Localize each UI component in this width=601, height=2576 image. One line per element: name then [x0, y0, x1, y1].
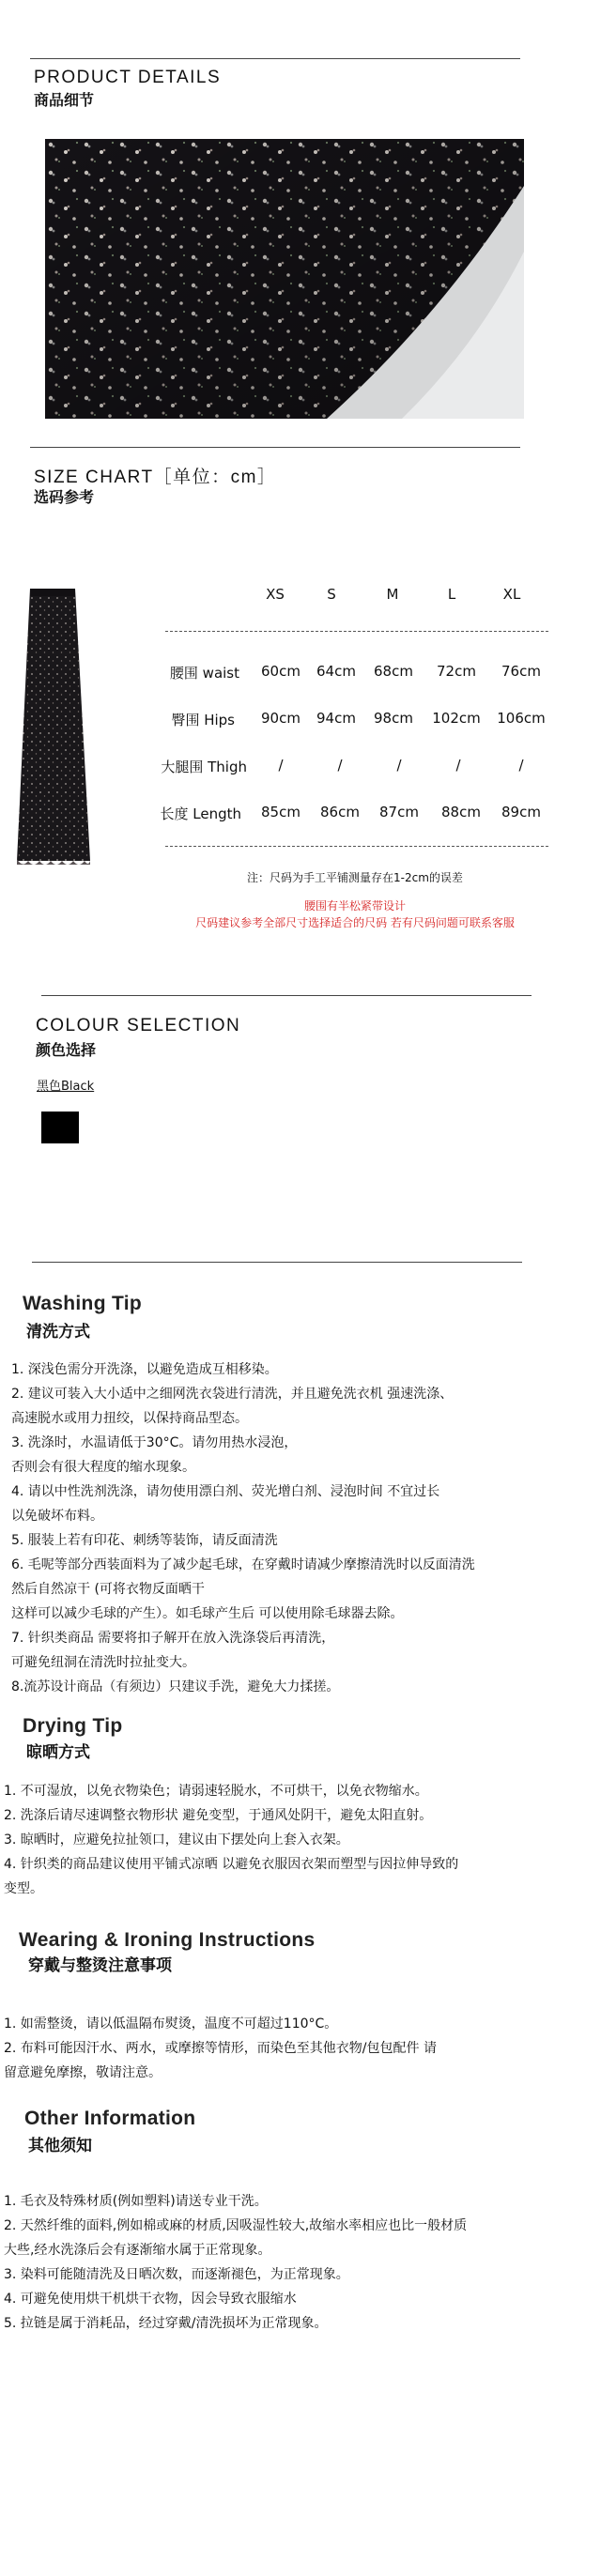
product-details-subtitle: 商品细节	[34, 91, 95, 109]
drying-tip-subtitle: 晾晒方式	[26, 1743, 90, 1762]
table-cell: 64cm	[316, 663, 356, 680]
row-label: 臀围 Hips	[171, 712, 235, 728]
table-cell: 98cm	[374, 710, 413, 727]
table-cell: 90cm	[261, 710, 300, 727]
wearing-ironing-title: Wearing & Ironing Instructions	[19, 1929, 316, 1951]
colour-option-black[interactable]: 黑色Black	[37, 1080, 95, 1094]
size-advice-note: 尺码建议参考全部尺寸选择适合的尺码 若有尺码问题可联系客服	[195, 916, 515, 929]
other-info-text: 1. 毛衣及特殊材质(例如塑料)请送专业干洗。 2. 天然纤维的面料,例如棉或麻的材质,因吸湿性较大,故缩水率相应也比一般材质 大些,经水洗涤后会有逐渐缩水属于正常现象。 3. 染料可能随清洗及日晒次数，而逐渐褪色，为正常现象。 4. 可避免使用烘干机烘干衣物，因会导致衣服缩水 5. 拉链是属于消耗品，经过穿戴/清洗损坏为正常现象。	[4, 2194, 468, 2331]
skirt-image	[13, 587, 94, 874]
table-cell: 85cm	[261, 804, 300, 820]
table-cell: 76cm	[501, 663, 541, 680]
colour-swatch-black[interactable]	[41, 1112, 79, 1143]
table-cell: 68cm	[374, 663, 413, 680]
size-label-s: S	[327, 586, 336, 603]
table-cell: /	[396, 757, 402, 774]
wearing-ironing-text: 1. 如需整烫，请以低温隔布熨烫，温度不可超过110°C。 2. 布料可能因汗水、两水，或摩擦等情形，而染色至其他衣物/包包配件 请 留意避免摩擦，敬请注意。	[4, 2016, 437, 2080]
table-cell: 87cm	[379, 804, 419, 820]
divider	[41, 995, 532, 996]
size-label-xs: XS	[266, 586, 285, 603]
row-label: 长度 Length	[160, 805, 241, 822]
other-info-title: Other Information	[24, 2108, 196, 2129]
table-cell: /	[337, 757, 343, 774]
table-cell: 72cm	[437, 663, 476, 680]
row-label: 大腿围 Thigh	[161, 759, 247, 775]
drying-tip-text: 1. 不可湿放，以免衣物染色；请弱速轻脱水，不可烘干，以免衣物缩水。 2. 洗涤后请尽速调整衣物形状 避免变型，于通风处阴干，避免太阳直射。 3. 晾晒时，应避免拉扯领口，建议由下摆处向上套入衣架。 4. 针织类的商品建议使用平铺式凉晒 以避免衣服因衣架而塑型与因拉伸导致的 变型。	[4, 1784, 459, 1896]
table-cell: /	[278, 757, 284, 774]
table-cell: 106cm	[497, 710, 546, 727]
divider	[32, 1262, 522, 1263]
wearing-ironing-subtitle: 穿戴与整烫注意事项	[28, 1956, 172, 1975]
washing-tip-title: Washing Tip	[23, 1293, 142, 1314]
waist-elastic-note: 腰围有半松紧带设计	[303, 899, 406, 912]
drying-tip-title: Drying Tip	[23, 1715, 123, 1737]
size-note: 注：尺码为手工平铺测量存在1-2cm的误差	[247, 871, 463, 884]
table-cell: 102cm	[432, 710, 481, 727]
size-label-l: L	[447, 586, 456, 603]
other-info-subtitle: 其他须知	[28, 2137, 92, 2155]
colour-selection-subtitle: 颜色选择	[36, 1041, 97, 1059]
size-chart-subtitle: 选码参考	[34, 488, 95, 506]
table-divider	[165, 846, 548, 847]
table-cell: 86cm	[320, 804, 360, 820]
washing-tip-subtitle: 清洗方式	[26, 1323, 90, 1342]
table-divider	[165, 631, 548, 632]
fabric-detail-image	[45, 139, 524, 419]
size-label-m: M	[386, 586, 399, 603]
row-label: 腰围 waist	[169, 665, 239, 682]
colour-selection-title: COLOUR SELECTION	[36, 1016, 241, 1035]
table-cell: /	[455, 757, 461, 774]
table-cell: 88cm	[441, 804, 481, 820]
divider	[30, 447, 520, 448]
size-chart-title: SIZE CHART［单位：cm］	[34, 468, 277, 487]
divider	[30, 58, 520, 59]
table-cell: 60cm	[261, 663, 300, 680]
size-label-xl: XL	[502, 586, 521, 603]
washing-tip-text: 1. 深浅色需分开洗涤，以避免造成互相移染。 2. 建议可装入大小适中之细网洗衣袋进行清洗，并且避免洗衣机 强速洗涤、 高速脱水或用力扭绞，以保持商品型态。 3. 洗涤时，水温请低于30°C。请勿用热水浸泡， 否则会有很大程度的缩水现象。 4. 请以中性洗剂洗涤，请勿使用漂白剂、荧光增白剂、浸泡时间 不宜过长 以免破坏布料。 5. 服装上若有印花、刺绣等装饰，请反面清洗 6. 毛呢等部分西装面料为了减少起毛球，在穿戴时请减少摩擦清洗时以反面清洗 然后自然凉干 (可将衣物反面晒干 这样可以减少毛球的产生）。如毛球产生后 可以使用除毛球器去除。 7. 针织类商品 需要将扣子解开在放入洗涤袋后再清洗， 可避免纽洞在清洗时拉扯变大。 8.流苏设计商品（有须边）只建议手洗，避免大力揉搓。	[11, 1362, 475, 1694]
table-cell: /	[518, 757, 524, 774]
product-details-title: PRODUCT DETAILS	[34, 68, 222, 87]
table-cell: 94cm	[316, 710, 356, 727]
table-cell: 89cm	[501, 804, 541, 820]
